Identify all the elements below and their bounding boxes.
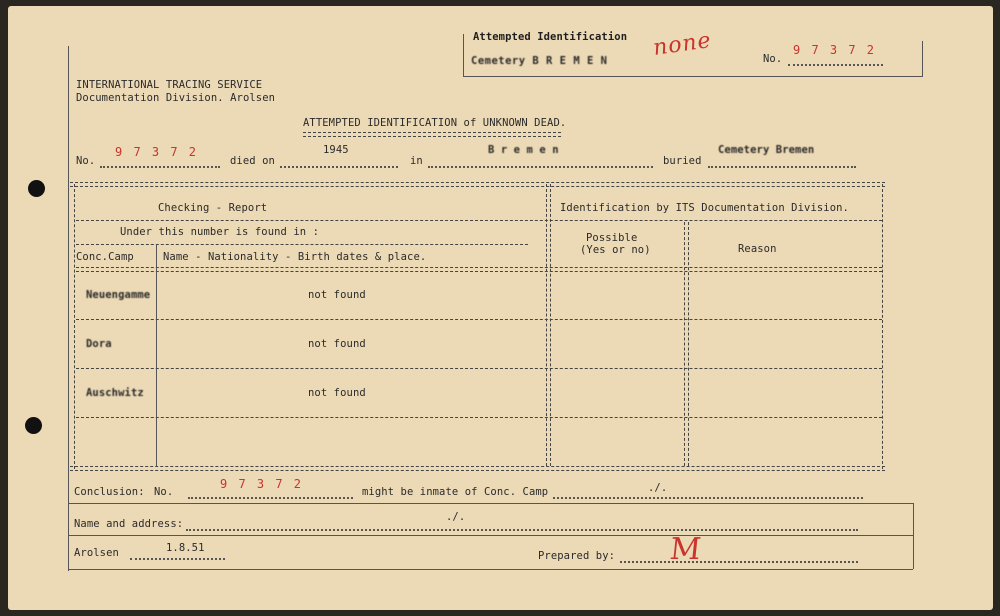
row-1-line — [76, 319, 882, 320]
section-divider — [546, 184, 547, 466]
record-no-dots — [100, 166, 220, 168]
buried-dots — [708, 166, 856, 168]
conclusion-rule — [68, 503, 913, 504]
prepared-by-label: Prepared by: — [538, 550, 616, 562]
identification-header: Identification by ITS Documentation Division. — [560, 202, 849, 214]
header-no-label: No. — [763, 53, 783, 65]
found-in-underline — [76, 244, 528, 245]
right-margin-line — [913, 503, 914, 569]
died-on-label: died on — [230, 155, 275, 167]
in-value: B r e m e n — [488, 144, 559, 156]
header-row-line — [76, 220, 882, 221]
row-2-line — [76, 368, 882, 369]
checking-report-header: Checking - Report — [158, 202, 268, 214]
col-camp-header: Conc.Camp — [76, 251, 134, 263]
name-address-value: ./. — [446, 511, 466, 523]
col-possible-header-1: Possible — [586, 232, 638, 244]
header-no-dots — [788, 64, 883, 66]
footer-rule — [68, 569, 913, 570]
punch-hole-top — [28, 180, 45, 197]
table-top-border — [70, 182, 885, 187]
prepared-by-dots — [620, 561, 858, 563]
name-address-label: Name and address: — [74, 518, 184, 530]
conclusion-label: Conclusion: — [74, 486, 145, 498]
col-name-header: Name - Nationality - Birth dates & place. — [163, 251, 427, 263]
header-annotation: none — [651, 28, 714, 61]
died-on-value: 1945 — [323, 144, 349, 156]
header-box-right — [922, 41, 923, 76]
record-no-value: 9 7 3 7 2 — [115, 145, 199, 159]
conclusion-inmate-dots — [553, 497, 863, 499]
org-line-2: Documentation Division. Arolsen — [76, 92, 276, 104]
record-card — [8, 6, 993, 610]
row-1-camp: Neuengamme — [86, 289, 151, 301]
possible-column-divider-2 — [688, 222, 689, 466]
camp-column-divider — [156, 244, 157, 466]
record-no-label: No. — [76, 155, 96, 167]
col-reason-header: Reason — [738, 243, 777, 255]
footer-date-dots — [130, 558, 225, 560]
row-1-result: not found — [308, 289, 366, 301]
conclusion-no-label: No. — [154, 486, 174, 498]
punch-hole-bottom — [25, 417, 42, 434]
title-underline — [303, 132, 561, 137]
table-right-border — [882, 184, 883, 469]
buried-value: Cemetery Bremen — [718, 144, 815, 156]
possible-column-divider — [684, 222, 685, 466]
table-bottom-border — [70, 466, 885, 471]
conclusion-no-dots — [188, 497, 353, 499]
footer-place-label: Arolsen — [74, 547, 119, 559]
name-address-dots — [186, 529, 858, 531]
died-on-dots — [280, 166, 398, 168]
conclusion-inmate-label: might be inmate of Conc. Camp — [362, 486, 549, 498]
name-address-rule — [68, 535, 913, 536]
header-box-title: Attempted Identification — [473, 31, 628, 43]
row-3-result: not found — [308, 387, 366, 399]
header-box-cemetery: Cemetery B R E M E N — [471, 55, 608, 67]
table-left-border — [74, 184, 75, 469]
col-possible-header-2: (Yes or no) — [580, 244, 651, 256]
conclusion-inmate-value: ./. — [648, 482, 668, 494]
in-dots — [428, 166, 653, 168]
form-title: ATTEMPTED IDENTIFICATION of UNKNOWN DEAD. — [303, 117, 567, 129]
in-label: in — [410, 155, 423, 167]
section-divider-2 — [550, 184, 551, 466]
left-margin-line — [68, 46, 69, 571]
buried-label: buried — [663, 155, 702, 167]
conclusion-no-value: 9 7 3 7 2 — [220, 477, 304, 491]
header-box-bottom — [463, 76, 923, 77]
row-3-camp: Auschwitz — [86, 387, 144, 399]
found-in-label: Under this number is found in : — [120, 226, 320, 238]
row-2-camp: Dora — [86, 338, 112, 350]
row-3-line — [76, 417, 882, 418]
header-box-left — [463, 34, 464, 76]
header-no-value: 9 7 3 7 2 — [793, 43, 877, 57]
row-2-result: not found — [308, 338, 366, 350]
signature: M — [668, 532, 703, 567]
column-header-line — [76, 267, 882, 272]
footer-date-value: 1.8.51 — [166, 542, 205, 554]
org-line-1: INTERNATIONAL TRACING SERVICE — [76, 79, 263, 91]
